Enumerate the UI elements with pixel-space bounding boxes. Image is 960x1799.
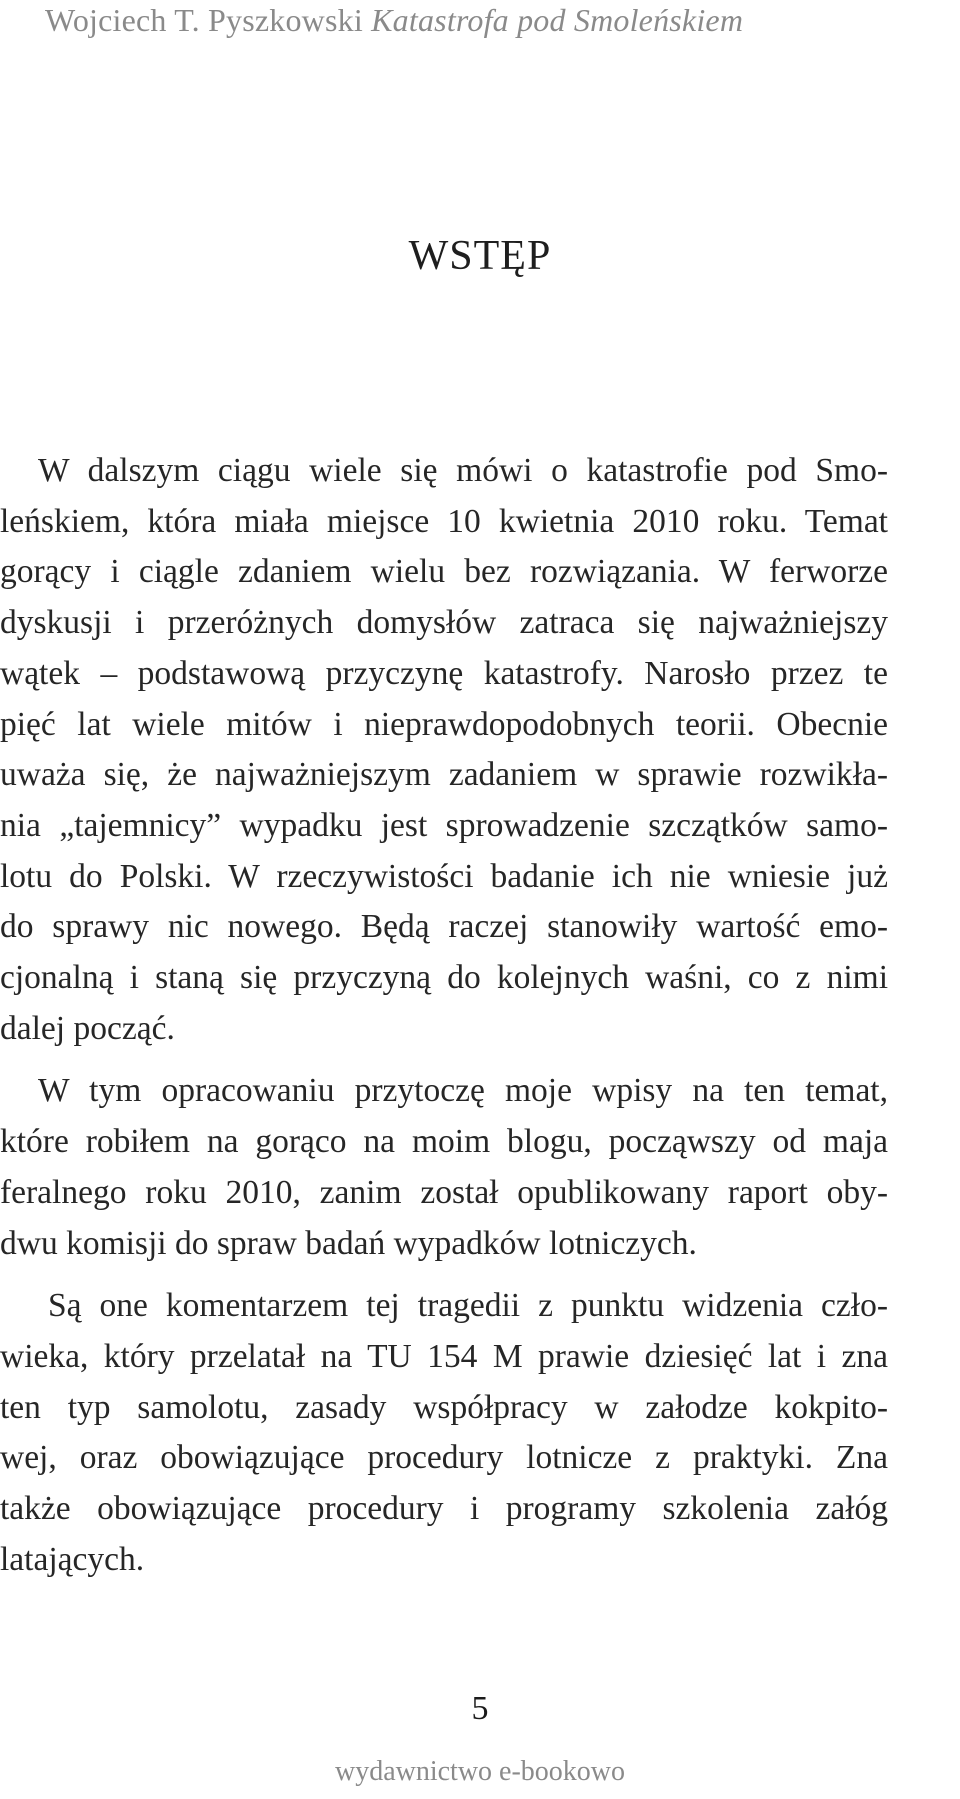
text-line: pięć lat wiele mitów i nieprawdopodobnych teorii. Obecnie — [0, 705, 888, 743]
text-line: uważa się, że najważniejszym zadaniem w sprawie rozwikła- — [0, 756, 888, 794]
text-line: wieka, który przelatał na TU 154 M prawie dziesięć lat i zna — [0, 1337, 888, 1375]
publisher-name: wydawnictwo e-bookowo — [334, 1756, 626, 1787]
text-line: leńskiem, która miała miejsce 10 kwietnia 2010 roku. Temat — [0, 502, 888, 540]
text-line: feralnego roku 2010, zanim został opublikowany raport oby- — [0, 1173, 888, 1211]
text-line: gorący i ciągle zdaniem wielu bez rozwiązania. W ferworze — [0, 553, 888, 591]
paragraph-3 — [0, 1281, 960, 1585]
text-line: latających. — [0, 1540, 145, 1578]
text-line: cjonalną i staną się przyczyną do kolejnych waśni, co z nimi — [0, 959, 888, 997]
text-line: wątek – podstawową przyczynę katastrofy. Narosło przez te — [0, 654, 888, 692]
text-line: nia „tajemnicy” wypadku jest sprowadzenie szczątków samo- — [0, 806, 888, 844]
text-line: które robiłem na gorąco na moim blogu, począwszy od maja — [0, 1123, 888, 1161]
paragraph-1 — [0, 446, 960, 1054]
text-line: lotu do Polski. W rzeczywistości badanie ich nie wniesie już — [0, 857, 888, 895]
text-line: dwu komisji do spraw badań wypadków lotniczych. — [0, 1224, 697, 1262]
text-line: Są one komentarzem tej tragedii z punktu widzenia czło- — [48, 1287, 888, 1325]
text-line: ten typ samolotu, zasady współpracy w załodze kokpito- — [0, 1388, 888, 1426]
chapter-title: WSTĘP — [408, 233, 552, 279]
running-header — [45, 2, 743, 39]
header-book-title: Katastrofa pod Smoleńskiem — [371, 2, 744, 38]
page-number: 5 — [471, 1690, 489, 1727]
paragraph-2 — [0, 1066, 960, 1269]
text-line: W tym opracowaniu przytoczę moje wpisy na ten temat, — [38, 1072, 888, 1110]
text-line: wej, oraz obowiązujące procedury lotnicze z praktyki. Zna — [0, 1439, 888, 1477]
text-line: do sprawy nic nowego. Będą raczej stanowiły wartość emo- — [0, 908, 888, 946]
body-text — [0, 446, 960, 1585]
text-line: dalej począć. — [0, 1009, 175, 1047]
text-line: także obowiązujące procedury i programy szkolenia załóg — [0, 1490, 888, 1528]
header-author: Wojciech T. Pyszkowski — [45, 2, 363, 38]
text-line: dyskusji i przeróżnych domysłów zatraca się najważniejszy — [0, 604, 888, 642]
text-line: W dalszym ciągu wiele się mówi o katastrofie pod Smo- — [38, 452, 888, 489]
